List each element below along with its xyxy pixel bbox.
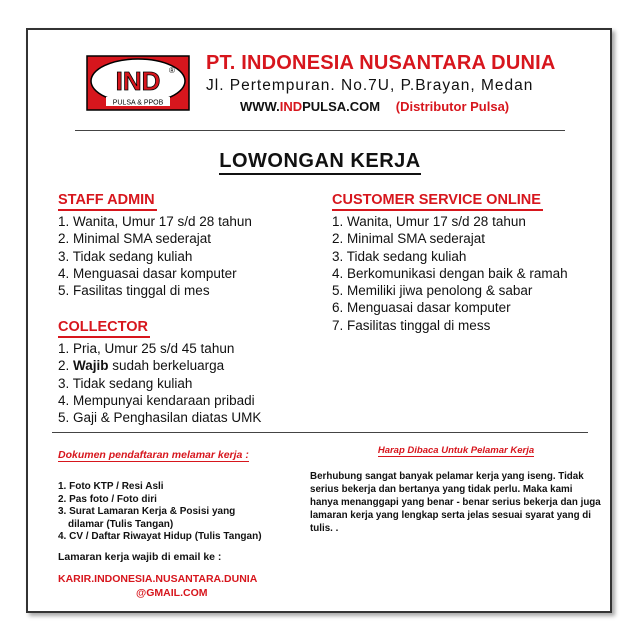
notice-heading: [310, 445, 602, 456]
item-rest: sudah berkeluarga: [108, 358, 225, 374]
section-divider: [52, 432, 588, 433]
company-address: Jl. Pertempuran. No.7U, P.Brayan, Medan: [206, 77, 534, 94]
email-label: Lamaran kerja wajib di email ke :: [58, 551, 222, 563]
web-suffix: PULSA.COM: [302, 99, 381, 114]
notice-section: [310, 445, 602, 535]
web-prefix: WWW.: [240, 99, 280, 114]
list-item: 4. Menguasai dasar komputer: [58, 265, 237, 281]
list-item: 1. Wanita, Umur 17 s/d 28 tahun: [58, 214, 252, 229]
list-item: 1. Foto KTP / Resi Asli: [58, 481, 164, 492]
title-text: LOWONGAN KERJA: [219, 150, 420, 175]
collector-list: [58, 340, 261, 426]
documents-list: [58, 481, 308, 544]
customer-service-list: [332, 213, 568, 334]
notice-heading-text: Harap Dibaca Untuk Pelamar Kerja: [377, 445, 535, 456]
email-address-line1[interactable]: KARIR.INDONESIA.NUSANTARA.DUNIA: [58, 573, 258, 585]
list-item: 4. CV / Daftar Riwayat Hidup (Tulis Tangan): [58, 531, 262, 543]
item-emphasis: Wajib: [73, 358, 109, 374]
logo-tagline: PULSA & PPOB: [112, 99, 164, 107]
company-header: [206, 51, 586, 117]
list-item: 7. Fasilitas tinggal di mess: [332, 317, 491, 333]
list-item: 5. Memiliki jiwa penolong & sabar: [332, 283, 533, 299]
list-item: 5. Fasilitas tinggal di mes: [58, 283, 210, 299]
list-item: 2. Pas foto / Foto diri: [58, 493, 157, 505]
documents-section: [58, 445, 308, 544]
list-item: 3. Tidak sedang kuliah: [58, 375, 193, 391]
web-brand: IND: [279, 99, 303, 114]
customer-service-section: [332, 191, 568, 334]
page-title: [0, 150, 640, 173]
item-number: 2.: [58, 358, 74, 374]
notice-body: Berhubung sangat banyak pelamar kerja yang iseng. Tidak serius bekerja dan bertanya yang tidak perlu. Maka kami hanya menanggapi yang benar - benar serius bekerja dan juga lamaran kerja yang lengkap serta jelas sesuai syarat yang di tulis. .: [310, 471, 601, 534]
list-item: 2. Minimal SMA sederajat: [58, 231, 212, 247]
list-item: 4. Berkomunikasi dengan baik & ramah: [332, 265, 568, 281]
list-item: 4. Mempunyai kendaraan pribadi: [58, 392, 255, 408]
list-item: dilamar (Tulis Tangan): [68, 518, 174, 530]
list-item: 5. Gaji & Penghasilan diatas UMK: [58, 410, 262, 426]
ind-logo: [86, 55, 190, 111]
company-name: PT. INDONESIA NUSANTARA DUNIA: [206, 52, 556, 74]
collector-heading: COLLECTOR: [58, 319, 150, 338]
list-item: 3. Tidak sedang kuliah: [58, 248, 193, 264]
email-address-line2[interactable]: @GMAIL.COM: [136, 587, 208, 599]
staff-admin-heading: STAFF ADMIN: [58, 192, 157, 211]
logo-text: IND: [115, 66, 161, 96]
list-item: 6. Menguasai dasar komputer: [332, 300, 511, 316]
staff-admin-list: [58, 213, 252, 299]
list-item: 2. Minimal SMA sederajat: [332, 231, 486, 247]
list-item: [58, 357, 261, 374]
distributor-label: (Distributor Pulsa): [395, 99, 510, 114]
documents-heading: Dokumen pendaftaran melamar kerja :: [58, 449, 249, 461]
list-item: 3. Tidak sedang kuliah: [332, 248, 467, 264]
email-section: [58, 551, 318, 599]
header-divider: [75, 130, 565, 131]
customer-service-heading: CUSTOMER SERVICE ONLINE: [332, 192, 543, 211]
list-item: 1. Wanita, Umur 17 s/d 28 tahun: [332, 214, 526, 229]
collector-section: [58, 318, 261, 426]
company-website[interactable]: [240, 97, 586, 117]
logo-registered: ®: [169, 66, 175, 75]
list-item: 1. Pria, Umur 25 s/d 45 tahun: [58, 341, 235, 356]
staff-admin-section: [58, 191, 252, 299]
list-item: 3. Surat Lamaran Kerja & Posisi yang: [58, 506, 236, 518]
